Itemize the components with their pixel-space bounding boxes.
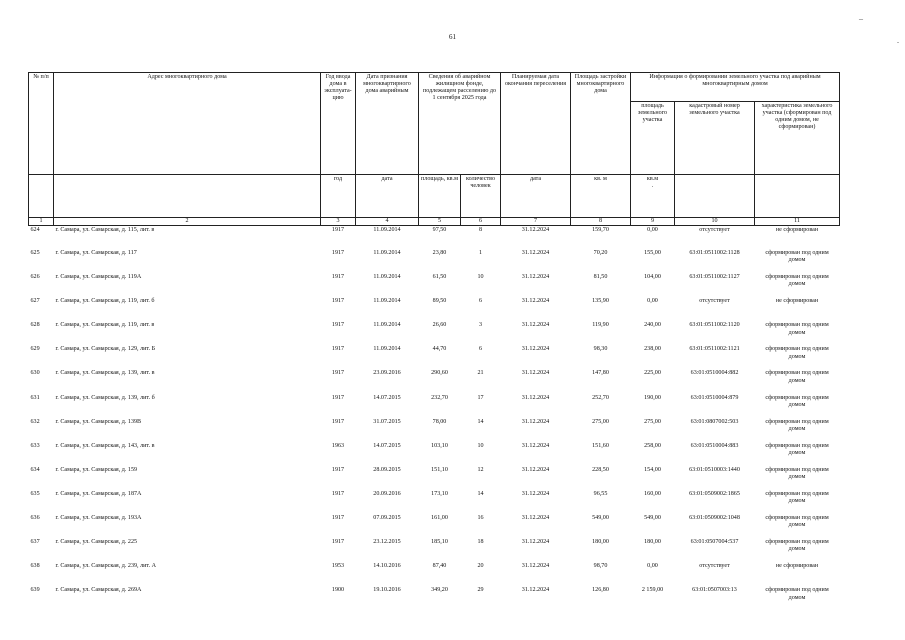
cell-land-area: 104,00 <box>644 274 661 281</box>
table-row <box>29 369 840 393</box>
corner-mark: – <box>859 14 863 23</box>
cell-planned-date: 31.12.2024 <box>521 490 550 497</box>
cell-address: г. Самара, ул. Самарская, д. 143, лит. в <box>55 442 155 449</box>
table-row <box>29 442 840 466</box>
unit-building-area: кв. м <box>571 175 631 218</box>
table-row <box>29 562 840 586</box>
column-number: 7 <box>501 218 571 226</box>
unit-date: дата <box>356 175 419 218</box>
cell-year-built: 1917 <box>331 250 345 256</box>
cell-cadastral-number: 63:01:0511002:1121 <box>689 346 740 353</box>
cell-planned-date: 31.12.2024 <box>521 587 550 594</box>
cell-address: г. Самара, ул. Самарская, д. 139, лит. б <box>55 394 155 401</box>
table-row <box>29 394 840 418</box>
cell-date-recognized: 11.09.2014 <box>373 346 401 353</box>
cell-land-characteristic: сформирован под одним домом <box>765 250 829 264</box>
column-number: 3 <box>321 218 356 226</box>
cell-building-area: 549,00 <box>592 515 609 522</box>
cell-address: г. Самара, ул. Самарская, д. 119, лит. б <box>55 298 155 305</box>
cell-cadastral-number: 63:01:0510004:879 <box>690 394 739 401</box>
cell-cadastral-number: 63:01:0510004:883 <box>690 442 739 449</box>
cell-building-area: 228,50 <box>592 466 609 473</box>
cell-date-recognized: 07.09.2015 <box>373 515 401 522</box>
cell-date-recognized: 23.12.2015 <box>373 539 401 546</box>
cell-date-recognized: 14.07.2015 <box>373 442 401 449</box>
cell-resettle-people: 17 <box>477 394 484 401</box>
cell-year-built: 1917 <box>331 418 345 425</box>
cell-building-area: 98,70 <box>593 563 608 570</box>
cell-year-built: 1917 <box>331 227 345 233</box>
cell-row-number: 624 <box>30 227 40 233</box>
cell-land-characteristic: сформирован под одним домом <box>765 418 829 432</box>
cell-land-area: 180,00 <box>644 539 661 546</box>
cell-building-area: 159,70 <box>592 227 609 233</box>
cell-year-built: 1917 <box>331 490 345 497</box>
cell-address: г. Самара, ул. Самарская, д. 139В <box>55 418 142 425</box>
cell-resettle-people: 14 <box>477 490 484 497</box>
cell-planned-date: 31.12.2024 <box>521 539 550 546</box>
cell-resettle-area: 97,50 <box>432 227 447 233</box>
cell-resettle-area: 151,10 <box>431 466 448 473</box>
column-number: 11 <box>755 218 840 226</box>
cell-building-area: 275,00 <box>592 418 609 425</box>
table-row <box>29 273 840 297</box>
column-number: 10 <box>675 218 755 226</box>
cell-land-area: 0,00 <box>647 563 658 570</box>
cell-cadastral-number: 63:01:0510004:882 <box>690 370 739 377</box>
cell-land-area: 238,00 <box>644 346 661 353</box>
cell-building-area: 180,00 <box>592 539 609 546</box>
cell-building-area: 70,20 <box>593 250 608 256</box>
unit-num <box>29 175 54 218</box>
cell-building-area: 81,50 <box>593 274 608 281</box>
cell-address: г. Самара, ул. Самарская, д. 187А <box>55 490 142 497</box>
cell-building-area: 135,90 <box>592 298 609 305</box>
header-resettlement-info: Сведения об аварийном жилищном фонде, подлежащем расселению до 1 сентября 2025 года <box>419 73 501 175</box>
cell-planned-date: 31.12.2024 <box>521 250 550 256</box>
cell-land-area: 154,00 <box>644 466 661 473</box>
cell-building-area: 151,60 <box>592 442 609 449</box>
cell-date-recognized: 28.09.2015 <box>373 466 401 473</box>
cell-land-area: 0,00 <box>647 227 658 233</box>
cell-resettle-people: 18 <box>477 539 484 546</box>
cell-planned-date: 31.12.2024 <box>521 370 550 377</box>
header-land-area: площадь земельного участка <box>631 102 675 175</box>
cell-resettle-area: 349,20 <box>431 587 448 594</box>
cell-planned-date: 31.12.2024 <box>521 442 550 449</box>
column-number: 2 <box>54 218 321 226</box>
unit-cadastral <box>675 175 755 218</box>
cell-row-number: 625 <box>30 250 40 256</box>
table-row <box>29 297 840 321</box>
cell-row-number: 627 <box>30 298 40 305</box>
cell-resettle-people: 10 <box>477 274 484 281</box>
cell-resettle-people: 6 <box>478 346 483 353</box>
cell-year-built: 1917 <box>331 466 345 473</box>
column-number: 1 <box>29 218 54 226</box>
cell-building-area: 147,80 <box>592 370 609 377</box>
emergency-housing-table <box>28 72 840 610</box>
header-year: Год ввода дома в эксплуата-цию <box>321 73 356 175</box>
cell-land-characteristic: сформирован под одним домом <box>765 539 829 553</box>
cell-land-area: 240,00 <box>644 322 661 329</box>
cell-row-number: 638 <box>30 563 40 570</box>
cell-resettle-people: 29 <box>477 587 484 594</box>
cell-resettle-people: 21 <box>477 370 484 377</box>
cell-year-built: 1900 <box>331 587 345 594</box>
cell-cadastral-number: отсутствует <box>699 227 730 233</box>
cell-address: г. Самара, ул. Самарская, д. 239, лит. А <box>55 563 157 570</box>
cell-cadastral-number: 63:01:0509002:1048 <box>689 515 740 522</box>
cell-cadastral-number: отсутствует <box>699 563 730 570</box>
cell-year-built: 1963 <box>331 442 345 449</box>
unit-count: количество человек <box>461 175 501 218</box>
cell-date-recognized: 20.09.2016 <box>373 490 401 497</box>
table-row <box>29 321 840 345</box>
table-body <box>29 226 840 611</box>
cell-cadastral-number: 63:01:0507004:537 <box>690 539 739 546</box>
cell-address: г. Самара, ул. Самарская, д. 117 <box>55 250 137 256</box>
cell-address: г. Самара, ул. Самарская, д. 115, лит. в <box>55 227 155 233</box>
cell-planned-date: 31.12.2024 <box>521 394 550 401</box>
table-row <box>29 418 840 442</box>
cell-date-recognized: 11.09.2014 <box>373 298 401 305</box>
cell-land-characteristic: сформирован под одним домом <box>765 442 829 457</box>
header-num: № п/п <box>29 73 54 175</box>
cell-cadastral-number: 63:01:0511002:1120 <box>689 322 740 329</box>
cell-resettle-people: 20 <box>477 563 484 570</box>
cell-date-recognized: 19.10.2016 <box>373 587 401 594</box>
unit-land-area <box>631 175 675 218</box>
cell-row-number: 634 <box>30 466 40 473</box>
cell-planned-date: 31.12.2024 <box>521 563 550 570</box>
cell-land-area: 225,00 <box>644 370 661 377</box>
cell-resettle-people: 14 <box>477 418 484 425</box>
cell-resettle-area: 61,50 <box>432 274 447 281</box>
cell-row-number: 630 <box>30 370 40 377</box>
cell-resettle-area: 173,10 <box>431 490 448 497</box>
cell-year-built: 1917 <box>331 298 345 305</box>
cell-resettle-area: 185,10 <box>431 539 448 546</box>
cell-resettle-area: 23,80 <box>432 250 447 256</box>
cell-building-area: 96,55 <box>593 490 608 497</box>
header-building-area: Площадь застройки многоквартирного дома <box>571 73 631 175</box>
cell-planned-date: 31.12.2024 <box>521 466 550 473</box>
cell-land-characteristic: сформирован под одним домом <box>765 394 829 408</box>
table-row <box>29 538 840 562</box>
cell-resettle-area: 103,10 <box>431 442 448 449</box>
cell-building-area: 98,30 <box>593 346 608 353</box>
column-number-row <box>29 218 840 226</box>
cell-cadastral-number: 63:01:0511002:1127 <box>689 274 740 281</box>
cell-cadastral-number: 63:01:0507003:13 <box>692 587 737 594</box>
cell-resettle-people: 3 <box>478 322 483 329</box>
cell-year-built: 1917 <box>331 394 345 401</box>
cell-date-recognized: 11.09.2014 <box>373 322 401 329</box>
cell-row-number: 631 <box>30 394 40 401</box>
cell-row-number: 639 <box>30 587 40 594</box>
cell-cadastral-number: 63:01:0807002:503 <box>690 418 739 425</box>
unit-address <box>54 175 321 218</box>
cell-year-built: 1917 <box>331 539 345 546</box>
cell-date-recognized: 11.09.2014 <box>373 227 401 233</box>
cell-land-characteristic: сформирован под одним домом <box>765 466 829 481</box>
column-number: 5 <box>419 218 461 226</box>
cell-cadastral-number: отсутствует <box>699 298 730 305</box>
cell-resettle-people: 10 <box>477 442 484 449</box>
cell-planned-date: 31.12.2024 <box>521 298 550 305</box>
cell-land-area: 0,00 <box>647 298 658 305</box>
cell-land-characteristic: сформирован под одним домом <box>765 587 829 601</box>
cell-land-characteristic: сформирован под одним домом <box>765 346 829 360</box>
header-planned-date: Планируемая дата окончания переселения <box>501 73 571 175</box>
cell-address: г. Самара, ул. Самарская, д. 225 <box>55 539 138 546</box>
cell-planned-date: 31.12.2024 <box>521 227 550 233</box>
cell-row-number: 635 <box>30 490 40 497</box>
column-number: 4 <box>356 218 419 226</box>
cell-land-characteristic: не сформирован <box>775 227 819 233</box>
cell-cadastral-number: 63:01:0509002:1865 <box>689 490 740 497</box>
table-row <box>29 226 840 250</box>
cell-land-area: 190,00 <box>644 394 661 401</box>
cell-row-number: 632 <box>30 418 40 425</box>
cell-date-recognized: 31.07.2015 <box>373 418 401 425</box>
cell-resettle-people: 16 <box>477 515 484 522</box>
cell-row-number: 636 <box>30 515 40 522</box>
cell-land-area: 2 159,00 <box>641 587 664 594</box>
cell-date-recognized: 23.09.2016 <box>373 370 401 377</box>
cell-resettle-area: 232,70 <box>431 394 448 401</box>
cell-date-recognized: 14.10.2016 <box>373 563 401 570</box>
cell-address: г. Самара, ул. Самарская, д. 159 <box>55 466 138 473</box>
cell-resettle-area: 44,70 <box>432 346 447 353</box>
cell-land-area: 275,00 <box>644 418 661 425</box>
unit-year: год <box>321 175 356 218</box>
table-row <box>29 490 840 514</box>
cell-resettle-people: 12 <box>477 466 484 473</box>
cell-address: г. Самара, ул. Самарская, д. 119, лит. в <box>55 322 155 329</box>
cell-date-recognized: 14.07.2015 <box>373 394 401 401</box>
table-row <box>29 345 840 369</box>
cell-land-area: 258,00 <box>644 442 661 449</box>
cell-year-built: 1953 <box>331 563 345 570</box>
cell-land-characteristic: сформирован под одним домом <box>765 515 829 529</box>
cell-resettle-area: 87,40 <box>432 563 447 570</box>
cell-year-built: 1917 <box>331 515 345 522</box>
cell-year-built: 1917 <box>331 322 345 329</box>
corner-dot: . <box>897 36 899 45</box>
cell-planned-date: 31.12.2024 <box>521 346 550 353</box>
cell-land-characteristic: не сформирован <box>775 298 819 305</box>
cell-resettle-people: 6 <box>478 298 483 305</box>
header-date-recognized: Дата признания многоквартирного дома аварийным <box>356 73 419 175</box>
table-row <box>29 514 840 538</box>
cell-building-area: 126,80 <box>592 587 609 594</box>
cell-year-built: 1917 <box>331 274 345 281</box>
unit-area: площадь, кв.м <box>419 175 461 218</box>
cell-land-area: 155,00 <box>644 250 661 256</box>
cell-address: г. Самара, ул. Самарская, д. 129, лит. Б <box>55 346 156 353</box>
cell-date-recognized: 11.09.2014 <box>373 274 401 281</box>
cell-row-number: 633 <box>30 442 40 449</box>
cell-land-characteristic: не сформирован <box>775 563 819 570</box>
column-number: 6 <box>461 218 501 226</box>
cell-planned-date: 31.12.2024 <box>521 322 550 329</box>
cell-building-area: 252,70 <box>592 394 609 401</box>
cell-row-number: 629 <box>30 346 40 353</box>
cell-land-characteristic: сформирован под одним домом <box>765 274 829 288</box>
header-land-characteristic: характеристика земельного участка (сформирован под одним домом, не сформирован) <box>755 102 840 175</box>
cell-building-area: 119,90 <box>592 322 609 329</box>
unit-land-area-dot: . <box>651 183 654 189</box>
cell-planned-date: 31.12.2024 <box>521 274 550 281</box>
cell-land-characteristic: сформирован под одним домом <box>765 370 829 384</box>
cell-row-number: 628 <box>30 322 40 329</box>
header-address: Адрес многоквартирного дома <box>54 73 321 175</box>
cell-address: г. Самара, ул. Самарская, д. 139, лит. в <box>55 370 155 377</box>
unit-land-area-label: кв.м <box>646 176 659 182</box>
cell-resettle-area: 78,00 <box>432 418 447 425</box>
cell-resettle-people: 1 <box>478 250 483 256</box>
cell-cadastral-number: 63:01:0510003:1440 <box>689 466 740 473</box>
table-row <box>29 249 840 273</box>
cell-land-area: 549,00 <box>644 515 661 522</box>
cell-address: г. Самара, ул. Самарская, д. 119А <box>55 274 142 281</box>
header-land-info: Информация о формировании земельного участка под аварийным многоквартирным домом <box>631 73 840 102</box>
cell-address: г. Самара, ул. Самарская, д. 269А <box>55 587 142 594</box>
table-row <box>29 466 840 490</box>
cell-year-built: 1917 <box>331 346 345 353</box>
cell-planned-date: 31.12.2024 <box>521 515 550 522</box>
unit-land-characteristic <box>755 175 840 218</box>
cell-resettle-area: 290,60 <box>431 370 448 377</box>
unit-planned-date: дата <box>501 175 571 218</box>
cell-resettle-people: 8 <box>478 227 483 233</box>
cell-year-built: 1917 <box>331 370 345 377</box>
cell-resettle-area: 89,50 <box>432 298 447 305</box>
cell-resettle-area: 26,60 <box>432 322 447 329</box>
column-number: 9 <box>631 218 675 226</box>
cell-date-recognized: 11.09.2014 <box>373 250 401 256</box>
cell-row-number: 637 <box>30 539 40 546</box>
cell-cadastral-number: 63:01:0511002:1128 <box>689 250 740 256</box>
cell-row-number: 626 <box>30 274 40 281</box>
table-row <box>29 586 840 610</box>
column-number: 8 <box>571 218 631 226</box>
cell-land-characteristic: сформирован под одним домом <box>765 490 829 505</box>
header-cadastral: кадастровый номер земельного участка <box>675 102 755 175</box>
cell-land-area: 160,00 <box>644 490 661 497</box>
cell-address: г. Самара, ул. Самарская, д. 193А <box>55 515 142 522</box>
cell-land-characteristic: сформирован под одним домом <box>765 322 829 336</box>
page-number: 61 <box>449 33 456 41</box>
cell-resettle-area: 161,00 <box>431 515 448 522</box>
cell-planned-date: 31.12.2024 <box>521 418 550 425</box>
